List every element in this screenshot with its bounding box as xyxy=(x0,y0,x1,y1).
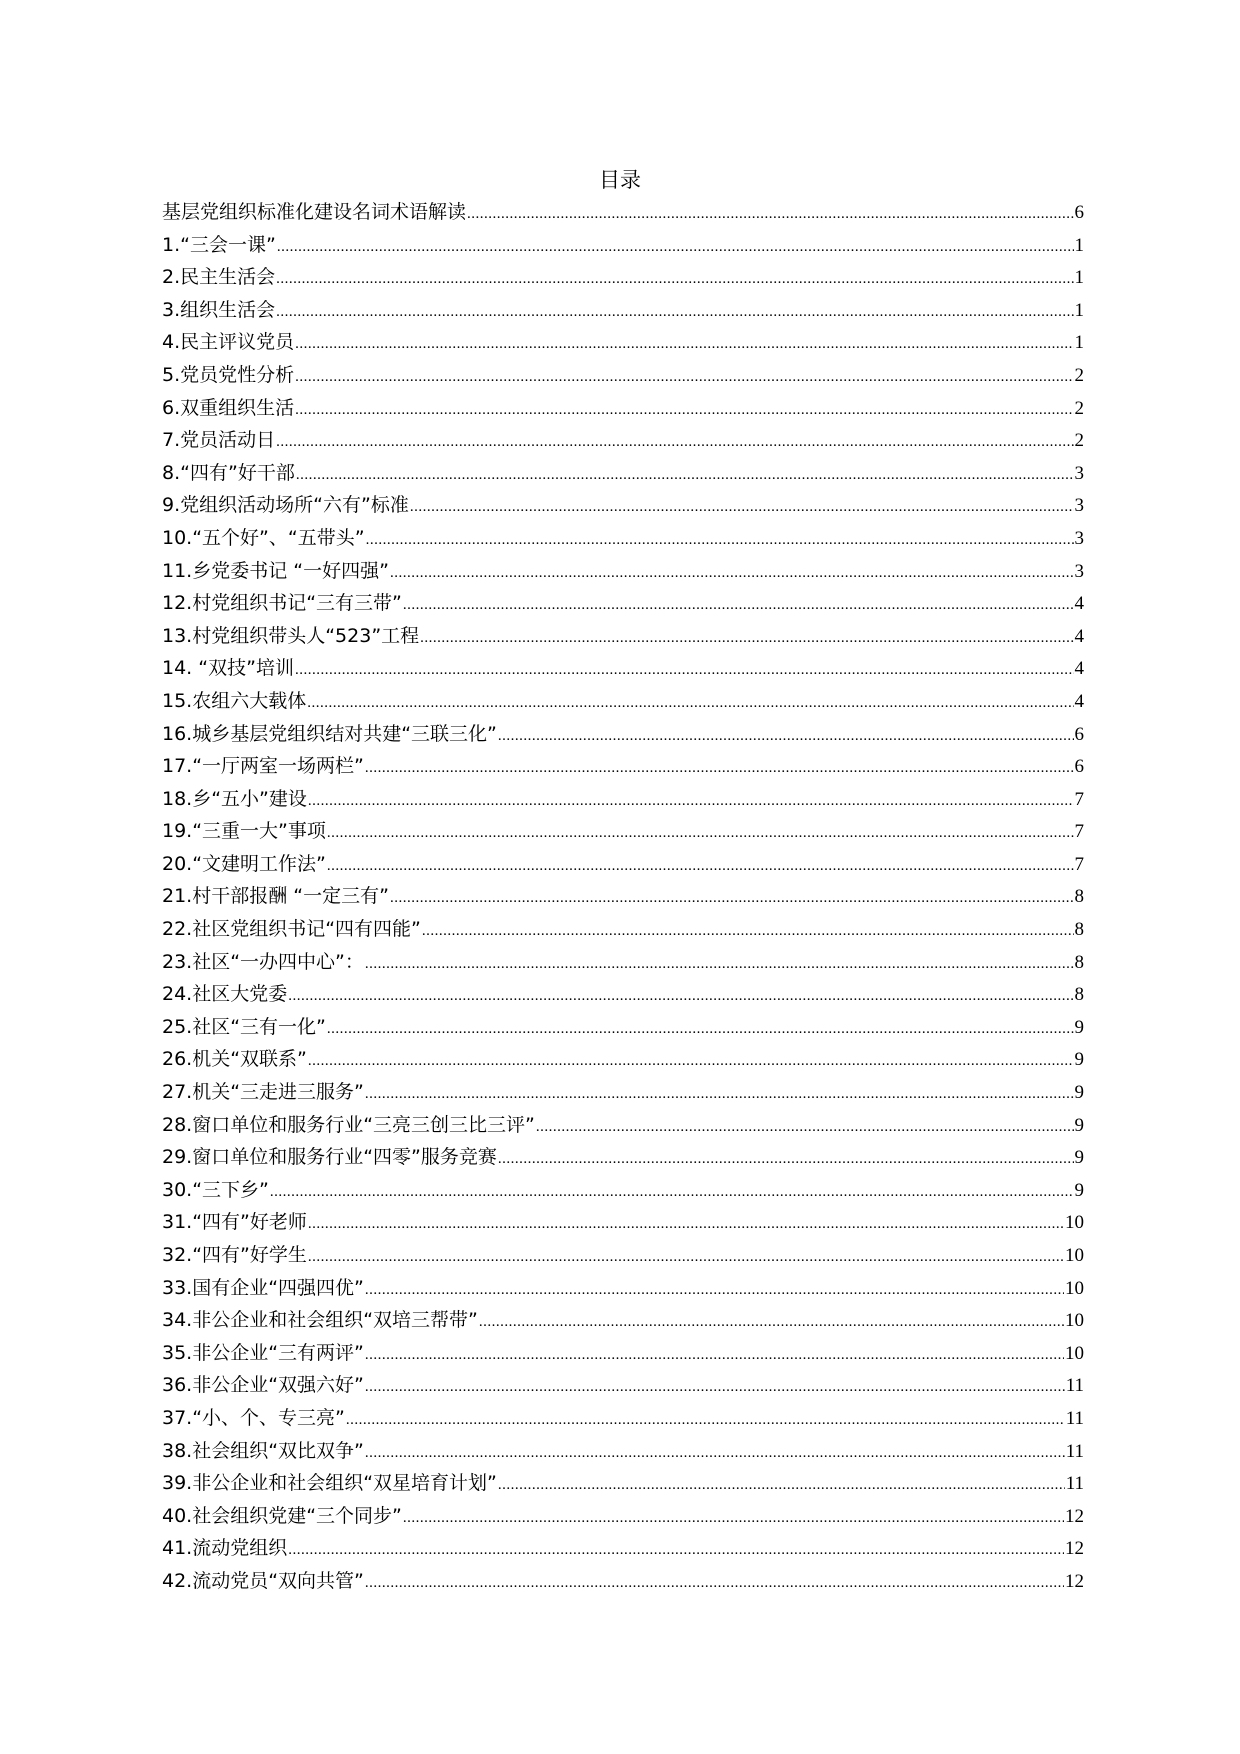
toc-entry-page-number: 3 xyxy=(1074,560,1084,582)
toc-dot-leader xyxy=(308,1208,1064,1241)
toc-entry-label: 31.“四有”好老师 xyxy=(162,1211,307,1234)
toc-dot-leader xyxy=(308,785,1074,818)
toc-entry-page-number: 11 xyxy=(1065,1407,1084,1429)
toc-entry[interactable] xyxy=(162,1565,1084,1598)
toc-entry-label: 26.机关“双联系” xyxy=(162,1048,307,1071)
toc-entry-label: 36.非公企业“双强六好” xyxy=(162,1374,364,1397)
toc-entry-page-number: 2 xyxy=(1074,364,1084,386)
toc-entry-page-number: 1 xyxy=(1074,267,1084,289)
toc-entry-label: 6.双重组织生活 xyxy=(162,396,295,419)
toc-entry-label: 4.民主评议党员 xyxy=(162,331,295,354)
toc-entry-label: 10.“五个好”、“五带头” xyxy=(162,526,365,549)
toc-entry[interactable] xyxy=(162,1272,1084,1305)
toc-entry[interactable] xyxy=(162,522,1084,555)
toc-entry-page-number: 11 xyxy=(1065,1375,1084,1397)
toc-entry-page-number: 6 xyxy=(1074,723,1084,745)
toc-dot-leader xyxy=(498,1469,1065,1502)
toc-entry-label: 19.“三重一大”事项 xyxy=(162,820,326,843)
toc-dot-leader xyxy=(295,361,1073,394)
toc-entry[interactable] xyxy=(162,1304,1084,1337)
toc-entry[interactable] xyxy=(162,978,1084,1011)
toc-dot-leader xyxy=(403,1502,1064,1535)
toc-entry-page-number: 9 xyxy=(1074,1016,1084,1038)
toc-entry-label: 30.“三下乡” xyxy=(162,1178,269,1201)
toc-entry-label: 37.“小、个、专三亮” xyxy=(162,1406,345,1429)
toc-dot-leader xyxy=(498,720,1074,753)
toc-entry[interactable] xyxy=(162,1141,1084,1174)
toc-entry-page-number: 7 xyxy=(1074,788,1084,810)
toc-dot-leader xyxy=(467,198,1073,231)
toc-entry[interactable] xyxy=(162,1076,1084,1109)
toc-entry-label: 3.组织生活会 xyxy=(162,298,276,321)
toc-dot-leader xyxy=(288,980,1073,1013)
toc-dot-leader xyxy=(422,915,1074,948)
toc-dot-leader xyxy=(288,1534,1064,1567)
toc-entry[interactable] xyxy=(162,1174,1084,1207)
toc-entry-page-number: 2 xyxy=(1074,430,1084,452)
toc-entry-label: 40.社会组织党建“三个同步” xyxy=(162,1504,402,1527)
toc-dot-leader xyxy=(365,1339,1064,1372)
toc-entry-label: 18.乡“五小”建设 xyxy=(162,787,307,810)
toc-entry-label: 27.机关“三走进三服务” xyxy=(162,1081,364,1104)
toc-entry-page-number: 4 xyxy=(1074,625,1084,647)
toc-entry-page-number: 10 xyxy=(1065,1245,1084,1266)
toc-entry[interactable] xyxy=(162,196,1084,229)
toc-entry-label: 21.村干部报酬 “一定三有” xyxy=(162,885,389,908)
toc-dot-leader xyxy=(390,557,1074,590)
toc-entry-page-number: 8 xyxy=(1074,951,1084,973)
toc-dot-leader xyxy=(366,524,1074,557)
toc-entry-page-number: 3 xyxy=(1074,527,1084,549)
toc-entry-label: 12.村党组织书记“三有三带” xyxy=(162,592,402,615)
toc-dot-leader xyxy=(365,752,1074,785)
toc-entry-label: 42.流动党员“双向共管” xyxy=(162,1569,364,1592)
toc-entry[interactable] xyxy=(162,620,1084,653)
toc-dot-leader xyxy=(270,1176,1074,1209)
toc-entry-page-number: 11 xyxy=(1065,1473,1084,1495)
toc-entry-page-number: 7 xyxy=(1074,853,1084,875)
toc-entry-page-number: 9 xyxy=(1074,1082,1084,1104)
toc-entry-label: 7.党员活动日 xyxy=(162,429,276,452)
toc-entry[interactable] xyxy=(162,1402,1084,1435)
toc-entry[interactable] xyxy=(162,326,1084,359)
toc-entry-page-number: 9 xyxy=(1074,1049,1084,1071)
toc-entry[interactable] xyxy=(162,652,1084,685)
toc-entry[interactable] xyxy=(162,1435,1084,1468)
toc-dot-leader xyxy=(403,589,1074,622)
toc-entry-page-number: 10 xyxy=(1065,1310,1084,1332)
toc-dot-leader xyxy=(295,654,1074,687)
toc-entry[interactable] xyxy=(162,424,1084,457)
toc-entry-label: 35.非公企业“三有两评” xyxy=(162,1341,364,1364)
toc-dot-leader xyxy=(276,426,1073,459)
toc-entry-label: 33.国有企业“四强四优” xyxy=(162,1276,364,1299)
toc-entry[interactable] xyxy=(162,359,1084,392)
toc-entry-label: 24.社区大党委 xyxy=(162,983,288,1006)
toc-list xyxy=(162,196,1084,1598)
toc-entry[interactable] xyxy=(162,913,1084,946)
toc-entry-page-number: 2 xyxy=(1074,397,1084,419)
toc-dot-leader xyxy=(365,1371,1065,1404)
toc-dot-leader xyxy=(327,1013,1074,1046)
toc-entry[interactable] xyxy=(162,229,1084,262)
toc-entry[interactable] xyxy=(162,1337,1084,1370)
toc-entry[interactable] xyxy=(162,815,1084,848)
toc-dot-leader xyxy=(365,948,1074,981)
toc-entry-label: 25.社区“三有一化” xyxy=(162,1015,326,1038)
toc-entry[interactable] xyxy=(162,261,1084,294)
toc-dot-leader xyxy=(296,459,1074,492)
toc-entry-page-number: 8 xyxy=(1074,984,1084,1006)
toc-entry-label: 13.村党组织带头人“523”工程 xyxy=(162,624,420,647)
toc-dot-leader xyxy=(365,1437,1065,1470)
toc-entry-label: 9.党组织活动场所“六有”标准 xyxy=(162,494,409,517)
toc-entry-page-number: 7 xyxy=(1074,821,1084,843)
toc-entry-page-number: 6 xyxy=(1074,202,1084,223)
toc-entry-label: 22.社区党组织书记“四有四能” xyxy=(162,918,421,941)
toc-dot-leader xyxy=(277,231,1074,264)
toc-dot-leader xyxy=(365,1567,1064,1600)
toc-entry[interactable] xyxy=(162,685,1084,718)
toc-entry[interactable] xyxy=(162,1011,1084,1044)
toc-entry-page-number: 10 xyxy=(1065,1342,1084,1364)
toc-entry-page-number: 4 xyxy=(1074,658,1084,680)
toc-dot-leader xyxy=(276,296,1073,329)
toc-entry-label: 34.非公企业和社会组织“双培三帮带” xyxy=(162,1309,478,1332)
toc-dot-leader xyxy=(327,850,1074,883)
toc-entry-label: 11.乡党委书记 “一好四强” xyxy=(162,559,389,582)
toc-entry-page-number: 9 xyxy=(1074,1179,1084,1201)
toc-entry-page-number: 9 xyxy=(1074,1147,1084,1169)
toc-entry-label: 5.党员党性分析 xyxy=(162,363,295,386)
toc-entry[interactable] xyxy=(162,1369,1084,1402)
toc-dot-leader xyxy=(327,817,1074,850)
toc-entry-label: 38.社会组织“双比双争” xyxy=(162,1439,364,1462)
toc-dot-leader xyxy=(479,1306,1064,1339)
toc-title: 目录 xyxy=(599,168,641,192)
toc-entry-label: 2.民主生活会 xyxy=(162,266,276,289)
toc-entry-label: 14. “双技”培训 xyxy=(162,657,294,680)
toc-entry-label: 28.窗口单位和服务行业“三亮三创三比三评” xyxy=(162,1113,535,1136)
toc-entry-label: 基层党组织标准化建设名词术语解读 xyxy=(162,201,467,223)
toc-entry-label: 41.流动党组织 xyxy=(162,1537,288,1560)
toc-entry[interactable] xyxy=(162,294,1084,327)
toc-entry-page-number: 9 xyxy=(1074,1114,1084,1136)
toc-entry-label: 17.“一厅两室一场两栏” xyxy=(162,755,364,778)
toc-entry[interactable] xyxy=(162,718,1084,751)
toc-entry-page-number: 1 xyxy=(1074,234,1084,256)
toc-entry-label: 8.“四有”好干部 xyxy=(162,461,295,484)
toc-entry[interactable] xyxy=(162,1043,1084,1076)
toc-entry[interactable] xyxy=(162,880,1084,913)
toc-entry-page-number: 4 xyxy=(1074,593,1084,615)
toc-dot-leader xyxy=(420,622,1073,655)
toc-entry[interactable] xyxy=(162,489,1084,522)
toc-entry-page-number: 1 xyxy=(1074,299,1084,321)
toc-dot-leader xyxy=(365,1274,1064,1307)
toc-entry-label: 29.窗口单位和服务行业“四零”服务竞赛 xyxy=(162,1146,497,1169)
toc-entry-label: 1.“三会一课” xyxy=(162,233,276,256)
toc-entry[interactable] xyxy=(162,750,1084,783)
toc-entry[interactable] xyxy=(162,1206,1084,1239)
toc-entry[interactable] xyxy=(162,848,1084,881)
toc-entry-page-number: 12 xyxy=(1065,1505,1084,1527)
toc-dot-leader xyxy=(498,1143,1074,1176)
toc-entry-page-number: 12 xyxy=(1065,1570,1084,1592)
toc-entry[interactable] xyxy=(162,392,1084,425)
toc-entry[interactable] xyxy=(162,587,1084,620)
toc-dot-leader xyxy=(365,1078,1074,1111)
toc-entry-page-number: 1 xyxy=(1074,332,1084,354)
toc-entry[interactable] xyxy=(162,1109,1084,1142)
toc-dot-leader xyxy=(410,491,1074,524)
toc-dot-leader xyxy=(295,328,1073,361)
toc-entry-label: 32.“四有”好学生 xyxy=(162,1244,307,1266)
toc-dot-leader xyxy=(390,882,1074,915)
toc-entry[interactable] xyxy=(162,1500,1084,1533)
toc-entry-page-number: 3 xyxy=(1074,462,1084,484)
toc-entry-label: 23.社区“一办四中心”： xyxy=(162,950,364,973)
toc-entry-page-number: 3 xyxy=(1074,495,1084,517)
toc-entry-page-number: 8 xyxy=(1074,886,1084,908)
toc-dot-leader xyxy=(308,1045,1074,1078)
toc-dot-leader xyxy=(346,1404,1065,1437)
toc-entry[interactable] xyxy=(162,1532,1084,1565)
toc-entry-label: 20.“文建明工作法” xyxy=(162,852,326,875)
toc-entry-page-number: 6 xyxy=(1074,756,1084,778)
toc-entry-label: 39.非公企业和社会组织“双星培育计划” xyxy=(162,1472,497,1495)
toc-entry-page-number: 12 xyxy=(1065,1538,1084,1560)
toc-entry-label: 16.城乡基层党组织结对共建“三联三化” xyxy=(162,722,497,745)
toc-dot-leader xyxy=(307,687,1073,720)
toc-entry-page-number: 10 xyxy=(1065,1212,1084,1234)
toc-entry[interactable] xyxy=(162,1467,1084,1500)
toc-entry[interactable] xyxy=(162,457,1084,490)
toc-dot-leader xyxy=(308,1241,1064,1274)
toc-entry-page-number: 10 xyxy=(1065,1277,1084,1299)
toc-entry-label: 15.农组六大载体 xyxy=(162,689,307,712)
toc-entry[interactable] xyxy=(162,555,1084,588)
toc-dot-leader xyxy=(276,263,1073,296)
toc-entry-page-number: 11 xyxy=(1065,1440,1084,1462)
toc-entry-page-number: 4 xyxy=(1074,690,1084,712)
toc-entry-page-number: 8 xyxy=(1074,919,1084,941)
toc-dot-leader xyxy=(536,1111,1074,1144)
toc-entry[interactable] xyxy=(162,946,1084,979)
toc-entry[interactable] xyxy=(162,783,1084,816)
toc-entry[interactable] xyxy=(162,1239,1084,1272)
toc-dot-leader xyxy=(295,394,1073,427)
